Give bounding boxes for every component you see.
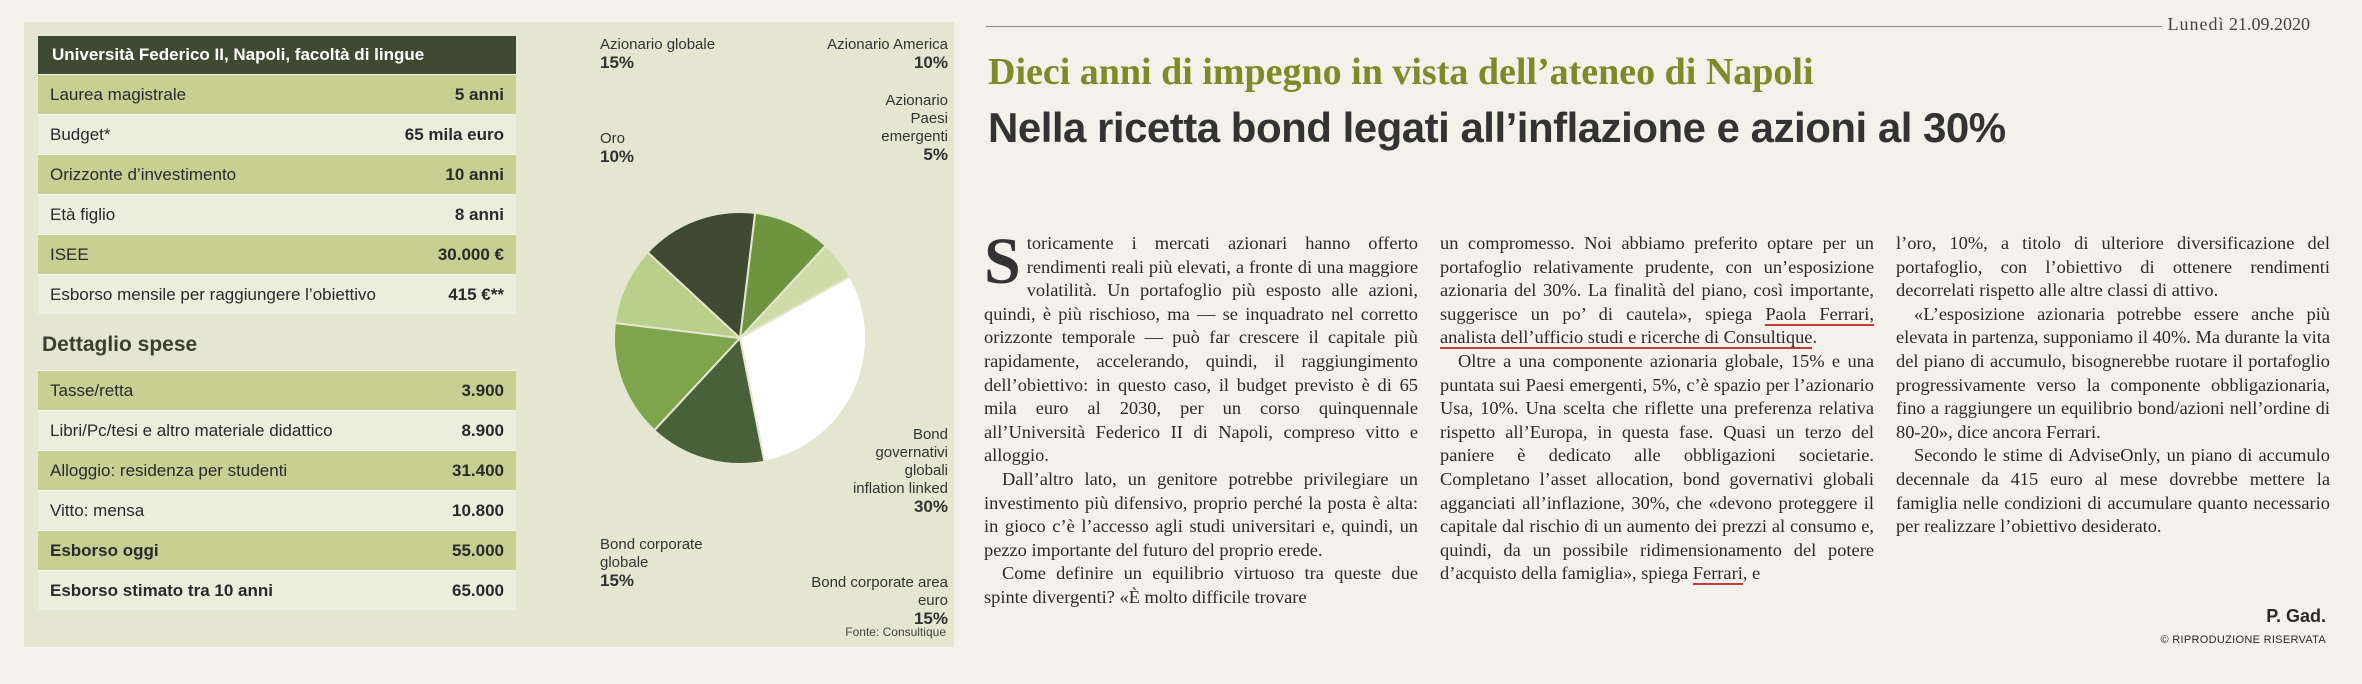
article-column-1: [984, 225, 1418, 610]
paragraph: Secondo le stime di AdviseOnly, un piano di accumulo decennale da 415 euro al mese dovrebbe mettere la famiglia nelle condizioni di accumulare quanto necessario per realizzare l’obiettivo desiderato.: [1896, 445, 2330, 537]
label-bond-inflation: Bond governativi globali inflation linked 30%: [852, 426, 948, 516]
table-row: Orizzonte d’investimento 10 anni: [38, 154, 516, 194]
copyright: © RIPRODUZIONE RISERVATA: [2160, 634, 2326, 646]
budget-table: [38, 36, 516, 610]
expense-row: Vitto: mensa 10.800: [38, 490, 516, 530]
expense-row: Alloggio: residenza per studenti 31.400: [38, 450, 516, 490]
paragraph: l’oro, 10%, a titolo di ulteriore diversificazione del portafoglio, con l’obiettivo di ottenere rendimenti decorrelati rispetto alle altre classi di attivo.: [1896, 233, 2330, 301]
label-azionario-globale: Azionario globale 15%: [600, 36, 716, 72]
kicker: Dieci anni di impegno in vista dell’ateneo di Napoli: [988, 51, 1814, 93]
paragraph: Oltre a una componente azionaria globale, 15% e una puntata sui Paesi emergenti, 5%, c’è spazio per l’azionario Usa, 10%. Una scelta che riflette una preferenza relativa rispetto all’Europa, in questa fase. Quasi un terzo del paniere è dedicato alle obbligazioni societarie. Completano l’asset allocation, bond governativi globali agganciati all’inflazione, 30%, che «devono proteggere il capitale dal rischio di un aumento dei prezzi al consumo e, quindi, da un possibile ridimensionamento del potere d’acquisto della famiglia», spiega Ferrari, e: [1440, 350, 1874, 584]
header-rule: [986, 26, 2286, 27]
expense-row: Tasse/retta 3.900: [38, 370, 516, 410]
article-body: [984, 225, 2330, 610]
paragraph: Dall’altro lato, un genitore potrebbe privilegiare un investimento più difensivo, proprio perché la posta è alta: in gioco c’è l’accesso agli studi universitari e, quindi, un pezzo importante del futuro del proprio erede.: [984, 468, 1418, 560]
table-row: ISEE 30.000 €: [38, 234, 516, 274]
headline: Nella ricetta bond legati all’inflazione e azioni al 30%: [988, 104, 2006, 151]
label-bond-corporate-euro: Bond corporate area euro 15%: [811, 574, 948, 628]
table-row: Laurea magistrale 5 anni: [38, 74, 516, 114]
label-bond-corporate-globale: Bond corporate globale 15%: [600, 536, 703, 590]
label-azionario-america: Azionario America 10%: [827, 36, 948, 72]
paragraph: Come definire un equilibrio virtuoso tra queste due spinte divergenti? «È molto difficile trovare: [984, 563, 1418, 607]
infographic-panel: [24, 22, 954, 647]
table-row: Budget* 65 mila euro: [38, 114, 516, 154]
table-row: Esborso mensile per raggiungere l’obiettivo 415 €**: [38, 274, 516, 314]
table-header: Università Federico II, Napoli, facoltà di lingue: [38, 36, 516, 74]
article-column-2: [1440, 232, 1874, 610]
issue-date: Lunedì 21.09.2020: [2162, 14, 2317, 35]
article-column-3: [1896, 232, 2330, 610]
expense-row: Esborso oggi 55.000: [38, 530, 516, 570]
label-azionario-emergenti: Azionario Paesi emergenti 5%: [881, 92, 948, 164]
paragraph: un compromesso. Noi abbiamo preferito optare per un portafoglio relativamente prudente, con un’esposizione azionaria del 30%. La finalità del piano, così importante, suggerisce un po’ di cautela», spiega Paola Ferrari, analista dell’ufficio studi e ricerche di Consultique.: [1440, 233, 1874, 348]
section-title: Dettaglio spese: [42, 333, 198, 356]
expense-row: Esborso stimato tra 10 anni 65.000: [38, 570, 516, 610]
drop-cap: S: [984, 225, 1021, 298]
label-oro: Oro 10%: [600, 130, 635, 166]
expense-row: Libri/Pc/tesi e altro materiale didattico 8.900: [38, 410, 516, 450]
paragraph: Storicamente i mercati azionari hanno offerto rendimenti reali più elevati, a fronte di una maggiore volatilità. Un portafoglio più esposto alle azioni, quindi, è più rischioso, ma — se inquadrato nel corretto orizzonte temporale — può far crescere il capitale più rapidamente, accelerando, quindi, il raggiungimento dell’obiettivo: in questo caso, il budget previsto è di 65 mila euro al 2030, per un corso quinquennale all’Università Federico II di Napoli, compreso vitto e alloggio.: [984, 225, 1418, 466]
author-signature: P. Gad.: [2266, 606, 2326, 626]
chart-source: Fonte: Consultique: [845, 625, 946, 639]
table-row: Età figlio 8 anni: [38, 194, 516, 234]
allocation-pie-chart: [540, 22, 954, 647]
paragraph: «L’esposizione azionaria potrebbe essere anche più elevata in partenza, supponiamo il 40%. Ma durante la vita del piano di accumulo, bisognerebbe ruotare il portafoglio progressivamente verso la componente obbligazionaria, fino a raggiungere un equilibrio bond/azioni nell’ordine di 80-20», dice ancora Ferrari.: [1896, 303, 2330, 442]
